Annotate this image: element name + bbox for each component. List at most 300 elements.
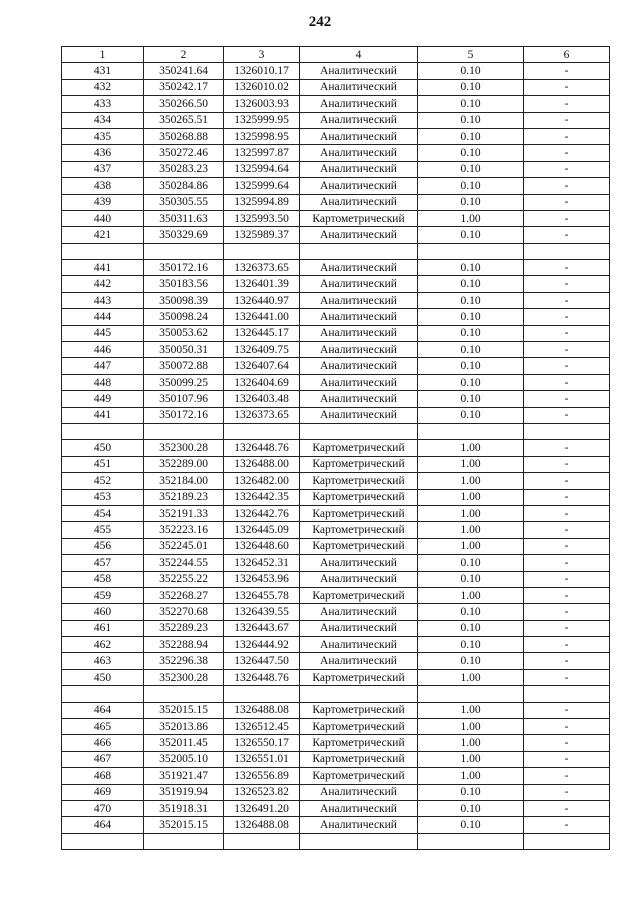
table-cell: Картометрический [300,456,418,472]
table-cell: 464 [62,702,144,718]
table-cell: 1325999.64 [224,178,300,194]
table-cell: 0.10 [418,260,524,276]
table-cell: 1325997.87 [224,145,300,161]
table-cell: Аналитический [300,653,418,669]
table-row [62,489,610,505]
table-cell: 352184.00 [144,473,224,489]
table-cell: 0.10 [418,604,524,620]
table-row [62,522,610,538]
table-cell: 352015.15 [144,702,224,718]
table-cell: 1326444.92 [224,637,300,653]
table-cell: 351919.94 [144,784,224,800]
table-cell: 351921.47 [144,768,224,784]
table-cell [418,833,524,849]
table-cell: 464 [62,817,144,833]
table-cell: 1326439.55 [224,604,300,620]
table-cell: 460 [62,604,144,620]
table-cell: 350305.55 [144,194,224,210]
table-cell: 1326488.00 [224,456,300,472]
table-cell: Аналитический [300,391,418,407]
table-cell: 352244.55 [144,555,224,571]
table-cell: 469 [62,784,144,800]
table-cell: 441 [62,260,144,276]
table-cell: Картометрический [300,505,418,521]
table-row [62,276,610,292]
table-row [62,456,610,472]
table-cell: 1326442.76 [224,505,300,521]
table-cell: 1326448.60 [224,538,300,554]
table-cell: 350107.96 [144,391,224,407]
table-cell: Аналитический [300,63,418,79]
table-row [62,833,610,849]
table-cell: 0.10 [418,128,524,144]
table-cell: Аналитический [300,260,418,276]
page-number: 242 [308,14,332,30]
table-row [62,194,610,210]
table-cell: 0.10 [418,178,524,194]
table-cell: 458 [62,571,144,587]
table-row [62,423,610,439]
table-cell: 461 [62,620,144,636]
table-cell: - [524,637,610,653]
table-cell [144,423,224,439]
table-cell: 1326401.39 [224,276,300,292]
table-cell [224,243,300,259]
table-cell: - [524,210,610,226]
table-cell: 352005.10 [144,751,224,767]
table-cell: 1326407.64 [224,358,300,374]
table-cell: - [524,702,610,718]
table-cell: Картометрический [300,440,418,456]
table-cell: 437 [62,161,144,177]
table-cell: 1325989.37 [224,227,300,243]
table-cell: 442 [62,276,144,292]
table-cell: 434 [62,112,144,128]
table-row [62,112,610,128]
table-cell: 1325999.95 [224,112,300,128]
table-row [62,63,610,79]
table-cell: 0.10 [418,784,524,800]
table-cell: 0.10 [418,276,524,292]
table-cell [418,423,524,439]
table-cell [224,423,300,439]
table-cell: 350072.88 [144,358,224,374]
table-cell: 462 [62,637,144,653]
table-cell: 445 [62,325,144,341]
table-row [62,719,610,735]
table-cell: 352191.33 [144,505,224,521]
table-cell: 435 [62,128,144,144]
table-cell: 350099.25 [144,374,224,390]
table-cell: 350050.31 [144,342,224,358]
table-cell: 350329.69 [144,227,224,243]
table-cell: 0.10 [418,227,524,243]
table-cell: Картометрический [300,538,418,554]
table-cell: Картометрический [300,735,418,751]
table-cell: 0.10 [418,653,524,669]
table-cell: 0.10 [418,342,524,358]
table-row [62,342,610,358]
table-cell: - [524,587,610,603]
table-cell: 440 [62,210,144,226]
table-cell: 1.00 [418,456,524,472]
table-cell [62,833,144,849]
table-cell: 466 [62,735,144,751]
table-cell: 1326404.69 [224,374,300,390]
table-cell: Аналитический [300,161,418,177]
table-cell [418,686,524,702]
table-row [62,210,610,226]
table-cell: - [524,735,610,751]
table-cell: 351918.31 [144,800,224,816]
table-cell: Картометрический [300,210,418,226]
header-cell: 1 [62,47,144,63]
table-cell: 1325994.89 [224,194,300,210]
table-row [62,260,610,276]
table-body [62,63,610,850]
table-cell: 350284.86 [144,178,224,194]
table-cell: - [524,604,610,620]
table-cell: 1326445.09 [224,522,300,538]
table-row [62,800,610,816]
table-cell: 352223.16 [144,522,224,538]
table-cell: 439 [62,194,144,210]
table-row [62,243,610,259]
table-cell: 1.00 [418,505,524,521]
table-row [62,538,610,554]
table-cell: - [524,440,610,456]
header-row [62,47,610,63]
table-row [62,505,610,521]
table-cell: 0.10 [418,194,524,210]
table-cell: - [524,63,610,79]
table-cell: 1326443.67 [224,620,300,636]
table-cell: 438 [62,178,144,194]
table-cell: - [524,260,610,276]
table-row [62,653,610,669]
table-cell: 441 [62,407,144,423]
table-cell: - [524,800,610,816]
table-cell: Картометрический [300,522,418,538]
table-cell: 0.10 [418,571,524,587]
table-cell: Аналитический [300,571,418,587]
table-cell: Аналитический [300,227,418,243]
table-cell: - [524,128,610,144]
table-cell [418,243,524,259]
table-row [62,702,610,718]
table-cell: 350266.50 [144,96,224,112]
table-cell: - [524,112,610,128]
table-cell: 352015.15 [144,817,224,833]
table-row [62,686,610,702]
table-cell [144,243,224,259]
table-cell: 1326448.76 [224,669,300,685]
table-cell: 350265.51 [144,112,224,128]
table-cell: 350272.46 [144,145,224,161]
table-cell: 1325994.64 [224,161,300,177]
table-cell: - [524,79,610,95]
table-cell: 1326453.96 [224,571,300,587]
table-cell: 1326488.08 [224,702,300,718]
table-cell: 449 [62,391,144,407]
table-cell: 350241.64 [144,63,224,79]
table-cell: Картометрический [300,669,418,685]
table-cell: 350268.88 [144,128,224,144]
table-cell [524,686,610,702]
table-cell: Аналитический [300,96,418,112]
table-cell: 454 [62,505,144,521]
table-row [62,637,610,653]
table-row [62,735,610,751]
table-cell: 433 [62,96,144,112]
table-cell: 352189.23 [144,489,224,505]
table-cell: 1.00 [418,538,524,554]
table-cell: 436 [62,145,144,161]
table-cell: Аналитический [300,358,418,374]
table-cell: 1.00 [418,587,524,603]
table-row [62,391,610,407]
table-cell: 352289.23 [144,620,224,636]
table-row [62,96,610,112]
table-cell: 444 [62,309,144,325]
table-cell: Аналитический [300,145,418,161]
table-cell: 455 [62,522,144,538]
table-cell [524,833,610,849]
table-cell: 0.10 [418,96,524,112]
table-cell: 0.10 [418,145,524,161]
table-cell: 352288.94 [144,637,224,653]
table-cell: 465 [62,719,144,735]
table-cell: 1.00 [418,702,524,718]
table-cell: Аналитический [300,800,418,816]
table-cell: 432 [62,79,144,95]
table-cell: - [524,391,610,407]
table-row [62,571,610,587]
table-cell: Аналитический [300,784,418,800]
table-cell: 0.10 [418,407,524,423]
table-cell: 352255.22 [144,571,224,587]
table-cell: 0.10 [418,620,524,636]
table-cell: 0.10 [418,358,524,374]
table-cell: 350172.16 [144,407,224,423]
table-cell: 350172.16 [144,260,224,276]
table-cell: 463 [62,653,144,669]
table-cell: 451 [62,456,144,472]
table-cell: 457 [62,555,144,571]
table-cell: Аналитический [300,292,418,308]
header-cell: 6 [524,47,610,63]
table-row [62,145,610,161]
table-cell: Аналитический [300,637,418,653]
table-row [62,440,610,456]
table-row [62,784,610,800]
table-cell: Аналитический [300,178,418,194]
table-cell: 0.10 [418,555,524,571]
table-cell: 1326452.31 [224,555,300,571]
table-cell: Картометрический [300,768,418,784]
table-cell: 452 [62,473,144,489]
table-cell: 1.00 [418,719,524,735]
table-cell: 1.00 [418,735,524,751]
table-row [62,817,610,833]
table-cell: 352296.38 [144,653,224,669]
table-cell: 1.00 [418,669,524,685]
table-row [62,374,610,390]
table-cell: 1326512.45 [224,719,300,735]
table-cell: 0.10 [418,292,524,308]
header-cell: 4 [300,47,418,63]
table-cell: - [524,292,610,308]
table-cell: 352245.01 [144,538,224,554]
table-cell: 443 [62,292,144,308]
table-cell: 352270.68 [144,604,224,620]
table-cell [524,423,610,439]
table-cell: 1.00 [418,522,524,538]
table-cell: - [524,407,610,423]
table-cell: 1326441.00 [224,309,300,325]
table-cell: - [524,669,610,685]
table-cell: 1326010.17 [224,63,300,79]
table-cell: 467 [62,751,144,767]
table-cell: - [524,456,610,472]
table-cell: 448 [62,374,144,390]
table-cell: 1326551.01 [224,751,300,767]
table-cell: - [524,342,610,358]
table-cell: 350053.62 [144,325,224,341]
table-cell: - [524,178,610,194]
table-cell: Аналитический [300,342,418,358]
table-cell: - [524,522,610,538]
table-cell: 0.10 [418,79,524,95]
table-cell: 1326440.97 [224,292,300,308]
table-cell: 0.10 [418,374,524,390]
table-cell: - [524,145,610,161]
table-cell [300,243,418,259]
table-cell [300,833,418,849]
table-cell: Аналитический [300,620,418,636]
table-cell: 350283.23 [144,161,224,177]
table-row [62,227,610,243]
table-cell: Картометрический [300,719,418,735]
table-cell: 350242.17 [144,79,224,95]
table-cell: - [524,505,610,521]
table-cell: 1326455.78 [224,587,300,603]
coordinates-table [61,46,610,850]
table-cell: - [524,473,610,489]
table-cell [62,243,144,259]
table-cell: 0.10 [418,391,524,407]
table-cell: 1.00 [418,210,524,226]
table-cell: 1326373.65 [224,260,300,276]
table-cell: 352268.27 [144,587,224,603]
header-cell: 2 [144,47,224,63]
table-cell: Картометрический [300,489,418,505]
table-cell: Картометрический [300,473,418,489]
table-cell [62,423,144,439]
table-row [62,620,610,636]
table-row [62,587,610,603]
table-row [62,604,610,620]
table-cell: 350098.39 [144,292,224,308]
table-row [62,161,610,177]
table-cell: Аналитический [300,194,418,210]
table-cell: 0.10 [418,800,524,816]
table-cell: 1.00 [418,473,524,489]
table-cell: 1326488.08 [224,817,300,833]
table-cell [144,833,224,849]
table-row [62,358,610,374]
table-cell: Аналитический [300,374,418,390]
table-cell [300,423,418,439]
table-cell: 1326447.50 [224,653,300,669]
table-cell: 431 [62,63,144,79]
table-cell: 352300.28 [144,440,224,456]
table-cell: Аналитический [300,325,418,341]
table-cell: 350098.24 [144,309,224,325]
header-cell: 5 [418,47,524,63]
table-cell: - [524,653,610,669]
table-cell: Аналитический [300,604,418,620]
table-row [62,325,610,341]
table-cell: - [524,784,610,800]
table-cell: 350311.63 [144,210,224,226]
table-cell: Картометрический [300,587,418,603]
table-cell: 1326409.75 [224,342,300,358]
table-row [62,407,610,423]
table-cell: Аналитический [300,112,418,128]
table-cell: Аналитический [300,817,418,833]
table-cell: 1326373.65 [224,407,300,423]
table-cell [62,686,144,702]
table-cell: 352289.00 [144,456,224,472]
table-cell: 0.10 [418,817,524,833]
table-cell: Картометрический [300,751,418,767]
table-cell: - [524,751,610,767]
table-cell: - [524,358,610,374]
table-cell: 350183.56 [144,276,224,292]
table-cell: Аналитический [300,407,418,423]
table-cell: 1.00 [418,768,524,784]
table-cell: 352011.45 [144,735,224,751]
table-cell [144,686,224,702]
table-cell: 0.10 [418,161,524,177]
table-cell: 1326010.02 [224,79,300,95]
table-cell: - [524,571,610,587]
table-row [62,309,610,325]
table-cell: Аналитический [300,276,418,292]
table-cell: 1325998.95 [224,128,300,144]
table-row [62,292,610,308]
table-cell: - [524,96,610,112]
table-cell: 459 [62,587,144,603]
table-cell: - [524,309,610,325]
table-row [62,79,610,95]
table-cell: Аналитический [300,309,418,325]
table-cell [224,686,300,702]
table-cell: 446 [62,342,144,358]
table-cell: 0.10 [418,112,524,128]
table-cell: 1326403.48 [224,391,300,407]
table-cell: - [524,538,610,554]
table-row [62,178,610,194]
table-cell: 1326448.76 [224,440,300,456]
table-row [62,751,610,767]
table-cell: 1.00 [418,440,524,456]
table-cell: Картометрический [300,702,418,718]
table-cell [300,686,418,702]
table-cell: - [524,276,610,292]
table-cell: - [524,719,610,735]
